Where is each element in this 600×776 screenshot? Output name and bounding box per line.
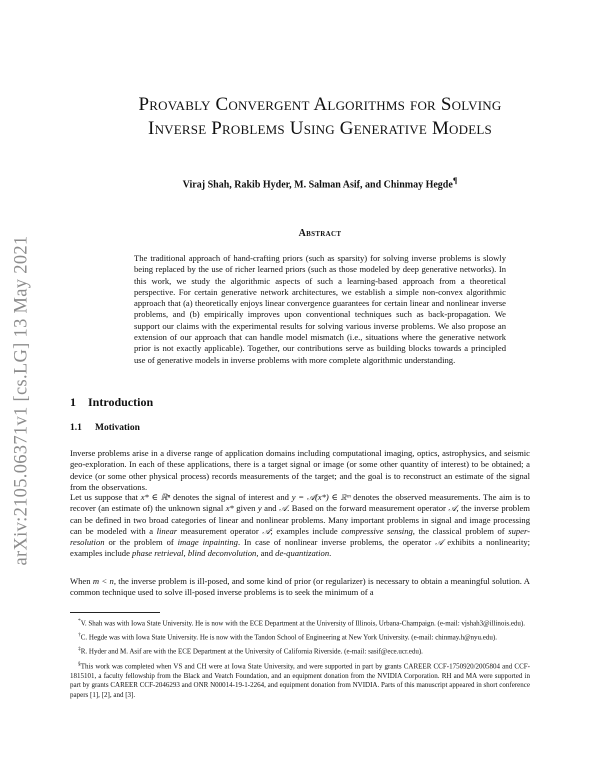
math-y: y: [257, 503, 262, 514]
math-operator: 𝒜: [279, 503, 288, 514]
emph-super-resolution: super-resolution: [70, 525, 531, 548]
emph-compressive-sensing: compressive sensing: [341, 525, 413, 536]
arxiv-stamp: [2, 200, 42, 600]
footnotes: [70, 617, 530, 703]
author-list: [90, 176, 550, 190]
paper-title: [90, 93, 550, 141]
footnote: [70, 617, 530, 629]
paragraph-3: When m < n, the inverse problem is ill-posed, and some kind of prior (or regularizer) is necessary to obtain a meaningful solution. A common technique used to solve ill-posed inverse problems is to seek the minimum of a: [70, 576, 531, 598]
title-line-2: Inverse Problems Using Generative Models: [148, 118, 492, 139]
abstract-body: The traditional approach of hand-crafting priors (such as sparsity) for solving inverse problems is slowly being replaced by the use of richer learned priors (such as those modeled by deep generative networks). In this work, we study the algorithmic aspects of such a learning-based approach from a theoretical perspective. For certain generative network architectures, we establish a simple non-convex algorithmic approach that (a) theoretically enjoys linear convergence guarantees for certain linear and nonlinear inverse problems, and (b) empirically improves upon conventional techniques such as back-propagation. We support our claims with the experimental results for solving various inverse problems. We also propose an extension of our approach that can handle model mismatch (i.e., situations where the generative network prior is not exactly applicable). Together, our contributions serve as building blocks towards a principled use of generative models in inverse problems with more complete algorithmic understanding.: [134, 253, 506, 365]
abstract-heading: Abstract: [298, 228, 342, 239]
emph-de-quantization: de-quantization: [275, 548, 330, 559]
math-operator: 𝒜: [448, 503, 457, 514]
section-number: 1: [70, 395, 76, 409]
footnote-mark: *: [78, 618, 81, 624]
footnote: [70, 660, 530, 701]
paragraph-2: Let us suppose that x* ∈ ℝⁿ denotes the signal of interest and y = 𝒜(x*) ∈ ℝᵐ denotes the observed measurements. The aim is to recover (an estimate of) the unknown signal x* given y and 𝒜. Based on the forward measurement operator 𝒜, the inverse problem can be defined in two broad categories of linear and nonlinear problems. Many important problems in signal and image processing can be modeled with a linear measurement operator 𝒜; examples include compressive sensing, the classical problem of super-resolution or the problem of image inpainting. In case of nonlinear inverse problems, the operator 𝒜 exhibits a nonlinearity; examples include phase retrieval, blind deconvolution, and de-quantization.: [70, 492, 531, 559]
footnote-text: R. Hyder and M. Asif are with the ECE Department at the University of California Riverside. (e-mail: sasif@ece.ucr.edu).: [80, 647, 423, 656]
emph-image-inpainting: image inpainting: [177, 537, 238, 548]
author-names: Viraj Shah, Rakib Hyder, M. Salman Asif, and Chinmay Hegde: [182, 179, 453, 191]
footnote-mark: ‡: [78, 646, 81, 653]
subsection-number: 1.1: [70, 423, 82, 433]
section-heading: [70, 395, 153, 410]
footnote-mark: †: [78, 632, 81, 639]
footnote-text: This work was completed when VS and CH were at Iowa State University, and were supported in part by grants CAREER CCF-1750920/2005804 and CCF-1815101, a faculty fellowship from the Black and Veatch Foundation, and an equipment donation from the NVIDIA Corporation. RH and MA were supported in part by grants CAREER CCF-2046293 and ONR N00014-19-1-2264, and equipment donation from NVIDIA. Parts of this manuscript appeared in short conference papers [1], [2], and [3].: [70, 661, 530, 699]
subsection-title: Motivation: [95, 423, 140, 433]
footnote-text: C. Hegde was with Iowa State University. He is now with the Tandon School of Engineering at New York University. (e-mail: chinmay.h@nyu.edu).: [80, 633, 497, 642]
section-title: Introduction: [88, 395, 154, 409]
arxiv-id: arXiv:2105.06371v1 [cs.LG] 13 May 2021: [11, 235, 32, 565]
emph-phase-retrieval: phase retrieval, blind deconvolution: [132, 548, 257, 559]
title-line-1: Provably Convergent Algorithms for Solving: [138, 94, 502, 115]
footnote-mark: §: [78, 660, 81, 667]
math-measurement-def: y = 𝒜(x*) ∈ ℝᵐ: [291, 492, 351, 502]
footnote-text: V. Shah was with Iowa State University. He is now with the ECE Department at the University of Illinois, Urbana-Champaign. (e-mail: vjshah3@illinois.edu).: [80, 619, 526, 628]
author-footnote-mark: ¶: [452, 176, 458, 185]
math-operator: 𝒜: [262, 525, 271, 536]
math-signal-def: x* ∈ ℝⁿ: [140, 492, 171, 502]
subsection-heading: [70, 423, 140, 433]
footnote: [70, 631, 530, 643]
paragraph-1: Inverse problems arise in a diverse range of application domains including computational imaging, optics, astrophysics, and seismic geo-exploration. In each of these applications, there is a target signal or image (or some other quantity of interest) to be obtained; a device (or some other physical process) records measurements of the target; and the goal is to reconstruct an estimate of the signal from the observations.: [70, 448, 530, 492]
math-x-star: x*: [225, 503, 234, 514]
footnote: [70, 645, 530, 657]
footnote-rule: [70, 612, 160, 613]
math-m-less-n: m < n: [92, 576, 114, 586]
math-operator: 𝒜: [435, 537, 444, 548]
emph-linear: linear: [156, 525, 178, 536]
